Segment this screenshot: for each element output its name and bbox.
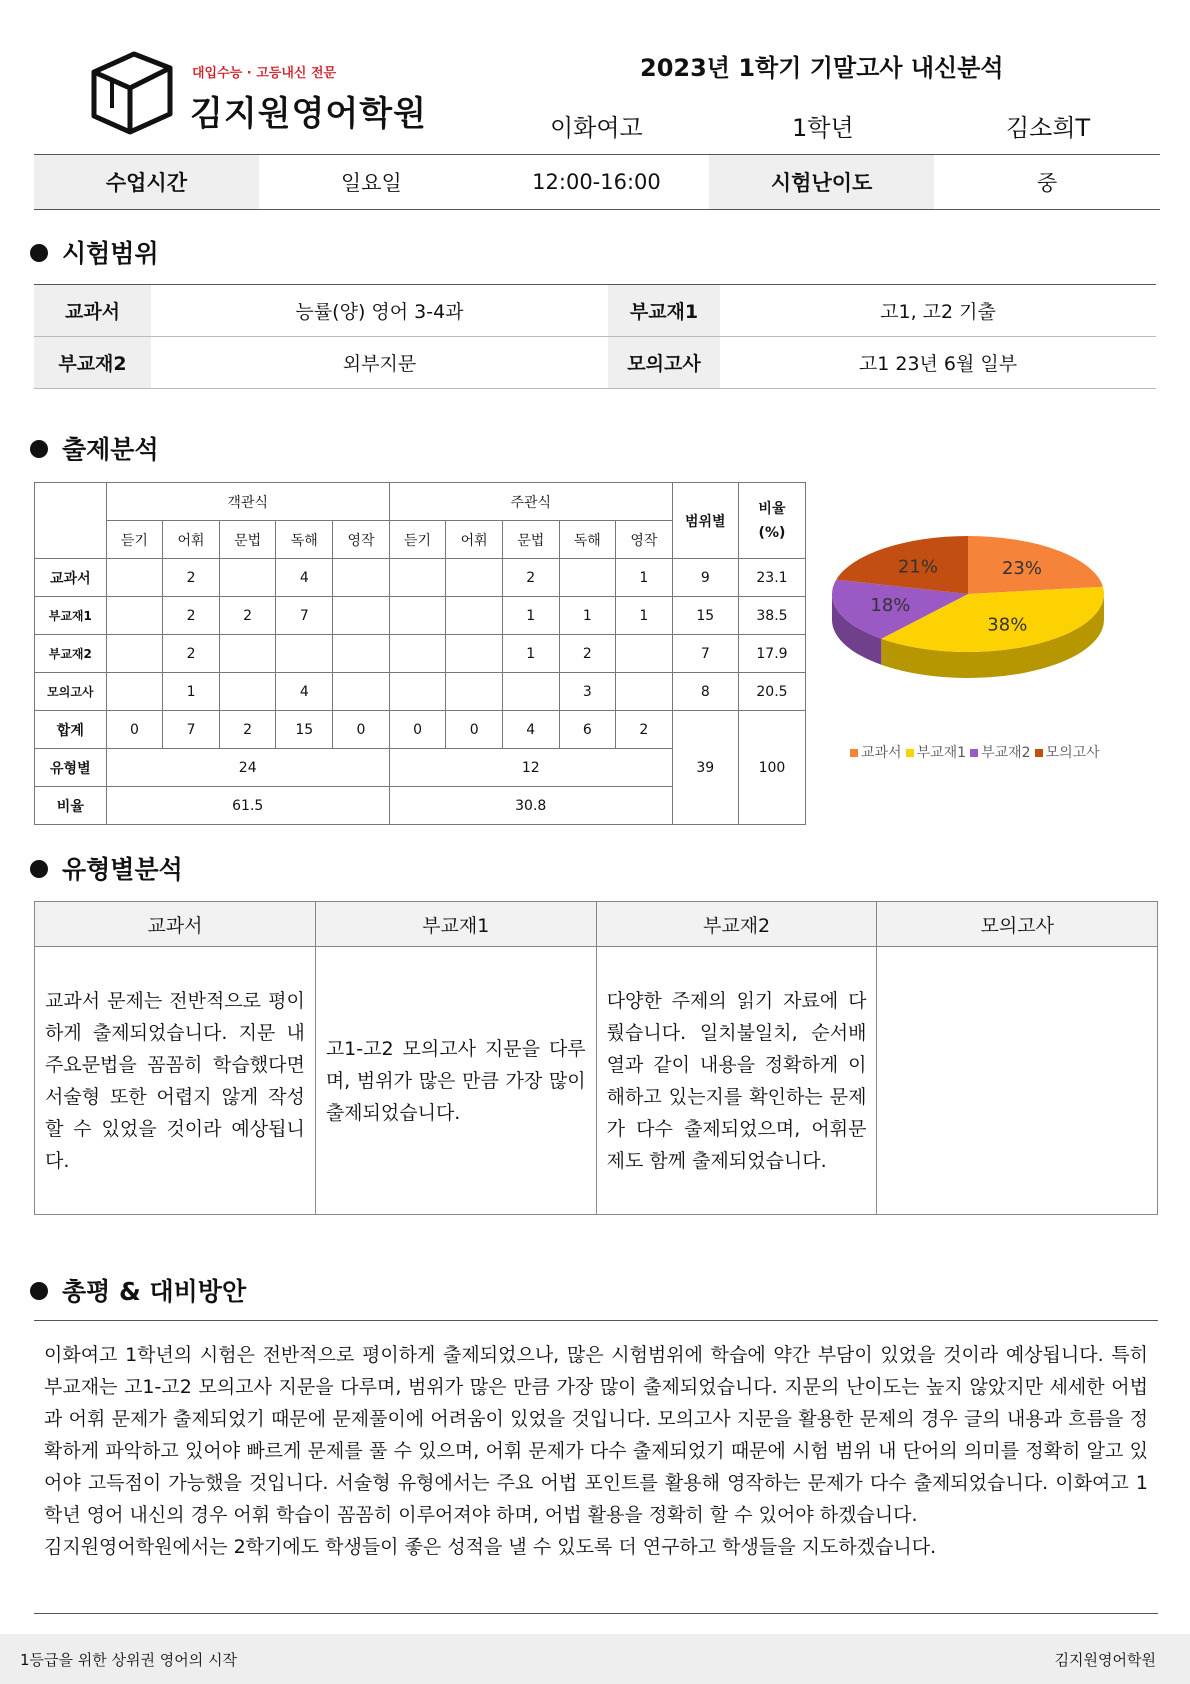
count-cell: 2 xyxy=(163,559,220,597)
legend-label: 부교재1 xyxy=(916,745,967,761)
per-range-header: 범위별 xyxy=(672,483,738,559)
subcol-header: 문법 xyxy=(502,521,559,559)
summary-closing: 김지원영어학원에서는 2학기에도 학생들이 좋은 성적을 낼 수 있도록 더 연구하고 학생들을 지도하겠습니다. xyxy=(44,1536,937,1558)
count-cell xyxy=(219,559,276,597)
pie-slice-label: 18% xyxy=(870,594,911,616)
footer xyxy=(0,1634,1190,1684)
exam-range-table xyxy=(34,284,1156,389)
count-cell xyxy=(333,673,390,711)
bullet-icon xyxy=(30,244,48,262)
per-range-cell: 9 xyxy=(672,559,738,597)
count-cell xyxy=(106,559,163,597)
corner-cell xyxy=(35,483,107,559)
type-header: 교과서 xyxy=(35,902,316,947)
bullet-icon xyxy=(30,1282,48,1300)
type-analysis-sub1: 고1-고2 모의고사 지문을 다루며, 범위가 많은 만큼 가장 많이 출제되었습니다. xyxy=(315,947,596,1215)
count-cell: 1 xyxy=(559,597,616,635)
footer-academy: 김지원영어학원 xyxy=(1054,1651,1156,1669)
grand-ratio: 100 xyxy=(738,711,805,825)
count-cell: 2 xyxy=(502,559,559,597)
count-cell: 4 xyxy=(276,673,333,711)
pie-slice-label: 23% xyxy=(1001,557,1042,579)
footer-slogan: 1등급을 위한 상위권 영어의 시작 xyxy=(20,1651,237,1669)
count-cell xyxy=(219,673,276,711)
type-analysis-textbook: 교과서 문제는 전반적으로 평이하게 출제되었습니다. 지문 내 주요문법을 꼼꼼히 학습했다면 서술형 또한 어렵지 않게 작성할 수 있었을 것이라 예상됩니다. xyxy=(35,947,316,1215)
section-title-summary: 총평 & 대비방안 xyxy=(30,1272,246,1308)
row-label: 유형별 xyxy=(35,749,107,787)
count-cell: 1 xyxy=(502,597,559,635)
type-header: 모의고사 xyxy=(877,902,1158,947)
sum-cell: 7 xyxy=(163,711,220,749)
type-header: 부교재1 xyxy=(315,902,596,947)
header xyxy=(0,0,1190,154)
range-label: 부교재1 xyxy=(608,285,720,337)
row-label: 교과서 xyxy=(35,559,107,597)
ratio-cell: 20.5 xyxy=(738,673,805,711)
count-cell xyxy=(333,559,390,597)
range-value: 외부지문 xyxy=(151,337,608,389)
class-day: 일요일 xyxy=(340,171,402,195)
count-cell xyxy=(502,673,559,711)
count-cell xyxy=(616,635,673,673)
count-cell xyxy=(446,597,503,635)
subcol-header: 어휘 xyxy=(446,521,503,559)
table-row xyxy=(35,673,806,711)
subcol-header: 독해 xyxy=(559,521,616,559)
objective-group-header: 객관식 xyxy=(106,483,389,521)
range-value: 고1, 고2 기출 xyxy=(720,285,1156,337)
ratio-cell: 38.5 xyxy=(738,597,805,635)
ratio-header: 비율 (%) xyxy=(738,483,805,559)
sum-cell: 0 xyxy=(446,711,503,749)
difficulty-value: 중 xyxy=(1036,171,1058,195)
count-cell xyxy=(219,635,276,673)
section-title-range: 시험범위 xyxy=(30,234,159,270)
row-label: 부교재1 xyxy=(35,597,107,635)
legend-swatch xyxy=(970,749,978,757)
sum-cell: 4 xyxy=(502,711,559,749)
difficulty-label: 시험난이도 xyxy=(709,155,934,210)
type-analysis-mock xyxy=(877,947,1158,1215)
count-cell: 3 xyxy=(559,673,616,711)
objective-count: 24 xyxy=(106,749,389,787)
page-title: 2023년 1학기 기말고사 내신분석 xyxy=(640,54,1004,82)
legend-label: 부교재2 xyxy=(981,745,1031,761)
table-row xyxy=(34,285,1156,337)
legend-label: 모의고사 xyxy=(1045,745,1100,761)
subcol-header: 영작 xyxy=(616,521,673,559)
sum-row xyxy=(35,711,806,749)
count-cell xyxy=(333,597,390,635)
count-cell xyxy=(446,635,503,673)
row-label: 합계 xyxy=(35,711,107,749)
type-analysis-table xyxy=(34,901,1158,1215)
count-cell xyxy=(389,673,446,711)
count-cell xyxy=(389,635,446,673)
ratio-cell: 17.9 xyxy=(738,635,805,673)
per-range-cell: 15 xyxy=(672,597,738,635)
grand-total: 39 xyxy=(672,711,738,825)
count-cell: 1 xyxy=(502,635,559,673)
ratio-cell: 23.1 xyxy=(738,559,805,597)
summary-paragraph: 이화여고 1학년의 시험은 전반적으로 평이하게 출제되었으나, 많은 시험범위에 학습에 약간 부담이 있었을 것이라 예상됩니다. 특히 부교재는 고1-고2 모의고사 지문을 다루며, 범위가 많은 만큼 가장 많이 출제되었습니다. 지문의 난이도는 높지 않았지만 세세한 어법과 어휘 문제가 출제되었기 때문에 문제풀이에 어려움이 있었을 것입니다. 모의고사 지문을 활용한 문제의 경우 글의 내용과 흐름을 정확하게 파악하고 있어야 빠르게 문제를 풀 수 있으며, 어휘 문제가 다수 출제되었기 때문에 시험 범위 내 단어의 의미를 정확히 알고 있어야 고득점이 가능했을 것입니다. 서술형 유형에서는 주요 어법 포인트를 활용해 영작하는 문제가 다수 출제되었습니다. 이화여고 1학년 영어 내신의 경우 어휘 학습이 꼼꼼히 이루어져야 하며, 어법 활용을 정확히 할 수 있어야 하겠습니다. xyxy=(44,1344,1148,1526)
subjective-group-header: 주관식 xyxy=(389,483,672,521)
count-cell xyxy=(106,597,163,635)
subjective-ratio: 30.8 xyxy=(389,787,672,825)
table-row xyxy=(35,635,806,673)
sum-cell: 2 xyxy=(616,711,673,749)
count-cell xyxy=(616,673,673,711)
pie-chart xyxy=(818,512,1118,774)
section-title-analysis: 출제분석 xyxy=(30,430,159,466)
chart-legend xyxy=(846,742,1100,762)
count-cell xyxy=(446,559,503,597)
class-time: 12:00-16:00 xyxy=(532,170,661,194)
subcol-header: 독해 xyxy=(276,521,333,559)
count-cell: 7 xyxy=(276,597,333,635)
legend-label: 교과서 xyxy=(861,745,902,761)
count-cell: 2 xyxy=(219,597,276,635)
count-cell xyxy=(389,597,446,635)
subcol-header: 영작 xyxy=(333,521,390,559)
per-range-cell: 8 xyxy=(672,673,738,711)
sum-cell: 2 xyxy=(219,711,276,749)
count-cell: 4 xyxy=(276,559,333,597)
range-value: 능률(양) 영어 3-4과 xyxy=(151,285,608,337)
count-cell: 2 xyxy=(163,635,220,673)
box-logo-icon xyxy=(90,50,174,136)
bullet-icon xyxy=(30,860,48,878)
row-label: 부교재2 xyxy=(35,635,107,673)
range-value: 고1 23년 6월 일부 xyxy=(720,337,1156,389)
sum-cell: 6 xyxy=(559,711,616,749)
subcol-header: 듣기 xyxy=(106,521,163,559)
count-cell xyxy=(389,559,446,597)
legend-swatch xyxy=(850,749,858,757)
table-row xyxy=(35,559,806,597)
sum-cell: 15 xyxy=(276,711,333,749)
sum-cell: 0 xyxy=(389,711,446,749)
section-title-type: 유형별분석 xyxy=(30,850,183,886)
question-analysis-table xyxy=(34,482,806,825)
school-name: 이화여고 xyxy=(550,114,643,142)
legend-swatch xyxy=(1035,749,1043,757)
count-cell: 1 xyxy=(616,559,673,597)
objective-ratio: 61.5 xyxy=(106,787,389,825)
count-cell xyxy=(276,635,333,673)
subcol-header: 듣기 xyxy=(389,521,446,559)
count-cell xyxy=(446,673,503,711)
row-label: 비율 xyxy=(35,787,107,825)
subcol-header: 문법 xyxy=(219,521,276,559)
pie-slice-label: 38% xyxy=(987,614,1028,636)
grade: 1학년 xyxy=(792,114,854,142)
bullet-icon xyxy=(30,440,48,458)
count-cell xyxy=(559,559,616,597)
sum-cell: 0 xyxy=(106,711,163,749)
count-cell xyxy=(106,635,163,673)
subcol-header: 어휘 xyxy=(163,521,220,559)
range-label: 모의고사 xyxy=(608,337,720,389)
count-cell xyxy=(333,635,390,673)
per-range-cell: 7 xyxy=(672,635,738,673)
class-info-bar xyxy=(34,154,1160,210)
type-header: 부교재2 xyxy=(596,902,877,947)
summary-box xyxy=(34,1320,1158,1614)
count-cell: 2 xyxy=(163,597,220,635)
count-cell: 1 xyxy=(616,597,673,635)
sum-cell: 0 xyxy=(333,711,390,749)
legend-swatch xyxy=(906,749,914,757)
class-time-label: 수업시간 xyxy=(34,155,259,210)
type-analysis-sub2: 다양한 주제의 읽기 자료에 다뤘습니다. 일치불일치, 순서배열과 같이 내용을 정확하게 이해하고 있는지를 확인하는 문제가 다수 출제되었으며, 어휘문제도 함께 출제되었습니다. xyxy=(596,947,877,1215)
range-label: 교과서 xyxy=(34,285,151,337)
academy-logo-name: 김지원영어학원 xyxy=(190,94,427,134)
logo-tagline: 대입수능 · 고등내신 전문 xyxy=(192,66,337,81)
count-cell: 1 xyxy=(163,673,220,711)
count-cell: 2 xyxy=(559,635,616,673)
table-row xyxy=(35,597,806,635)
row-label: 모의고사 xyxy=(35,673,107,711)
teacher-name: 김소희T xyxy=(1006,114,1091,142)
pie-slice-label: 21% xyxy=(897,556,938,578)
range-label: 부교재2 xyxy=(34,337,151,389)
subjective-count: 12 xyxy=(389,749,672,787)
count-cell xyxy=(106,673,163,711)
table-row xyxy=(34,337,1156,389)
pie-chart-svg xyxy=(818,512,1118,712)
